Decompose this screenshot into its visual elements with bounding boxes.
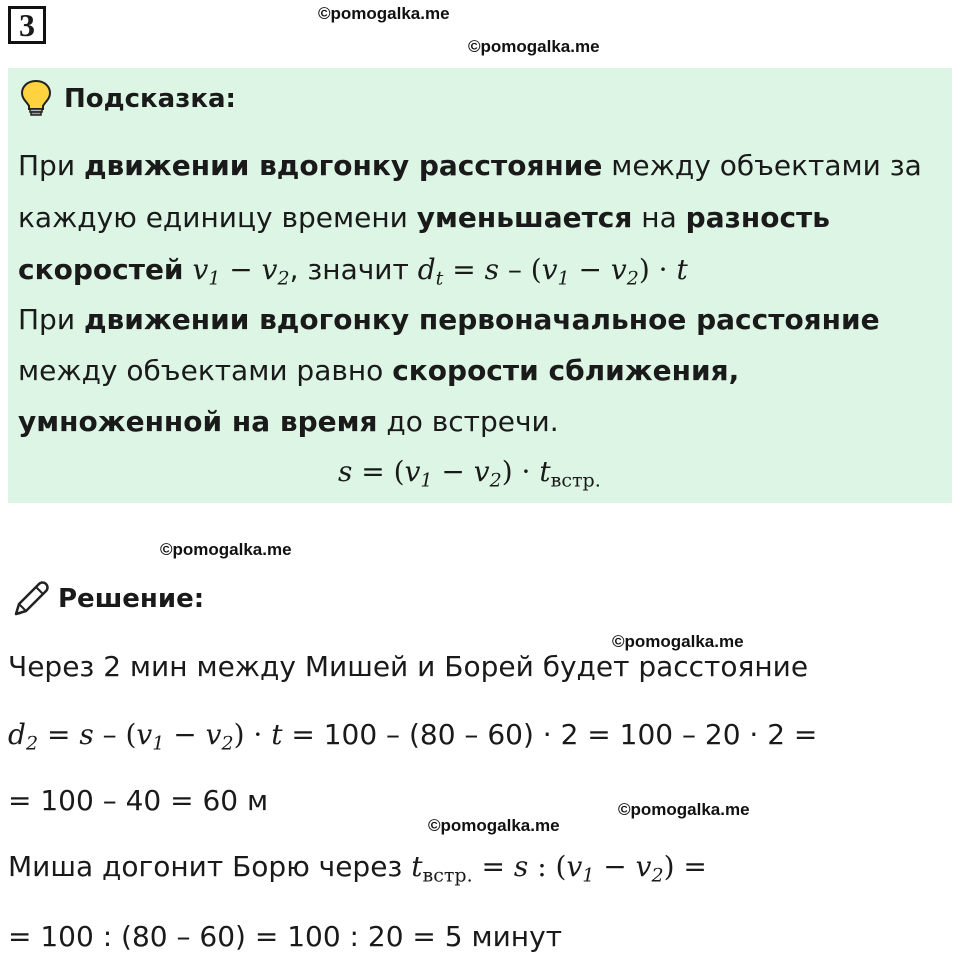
pencil-icon [10,578,52,620]
task-number: 3 [8,6,46,44]
lightbulb-icon [18,78,54,118]
solution-line-3: = 100 – 40 = 60 м [8,784,269,817]
watermark: ©pomogalka.me [468,37,600,56]
hint-line-6: умноженной на время до встречи. [18,405,559,438]
hint-line-5: между объектами равно скорости сближения, [18,354,740,387]
watermark: ©pomogalka.me [612,632,744,651]
hint-line-1: При движении вдогонку расстояние между объектами за [18,149,922,182]
watermark: ©pomogalka.me [160,540,292,559]
watermark: ©pomogalka.me [318,4,450,23]
solution-line-1: Через 2 мин между Мишей и Борей будет расстояние [8,650,809,683]
solution-line-4: Миша догонит Борю через $t_{встр.} = s$ : $(v_1 - v_2)$ = [8,850,707,887]
watermark: ©pomogalka.me [428,816,560,835]
solution-title: Решение: [58,584,205,614]
hint-line-4: При движении вдогонку первоначальное расстояние [18,303,880,336]
hint-formula: $s = (v_1 - v_2) \cdot t_{встр.}$ [338,455,601,492]
hint-line-3: скоростей $v_1 - v_2$, значит $d_t = s - (v_1 - v_2) \cdot t$ [18,253,688,290]
hint-line-2: каждую единицу времени уменьшается на разность [18,201,830,234]
watermark: ©pomogalka.me [618,800,750,819]
hint-title: Подсказка: [64,84,236,114]
solution-line-5: = 100 : (80 – 60) = 100 : 20 = 5 минут [8,920,562,953]
solution-line-2: $d_2 = s - (v_1 - v_2) \cdot t = 100 - (80 - 60) \cdot 2 = 100 - 20 \cdot 2$ = [8,718,818,755]
